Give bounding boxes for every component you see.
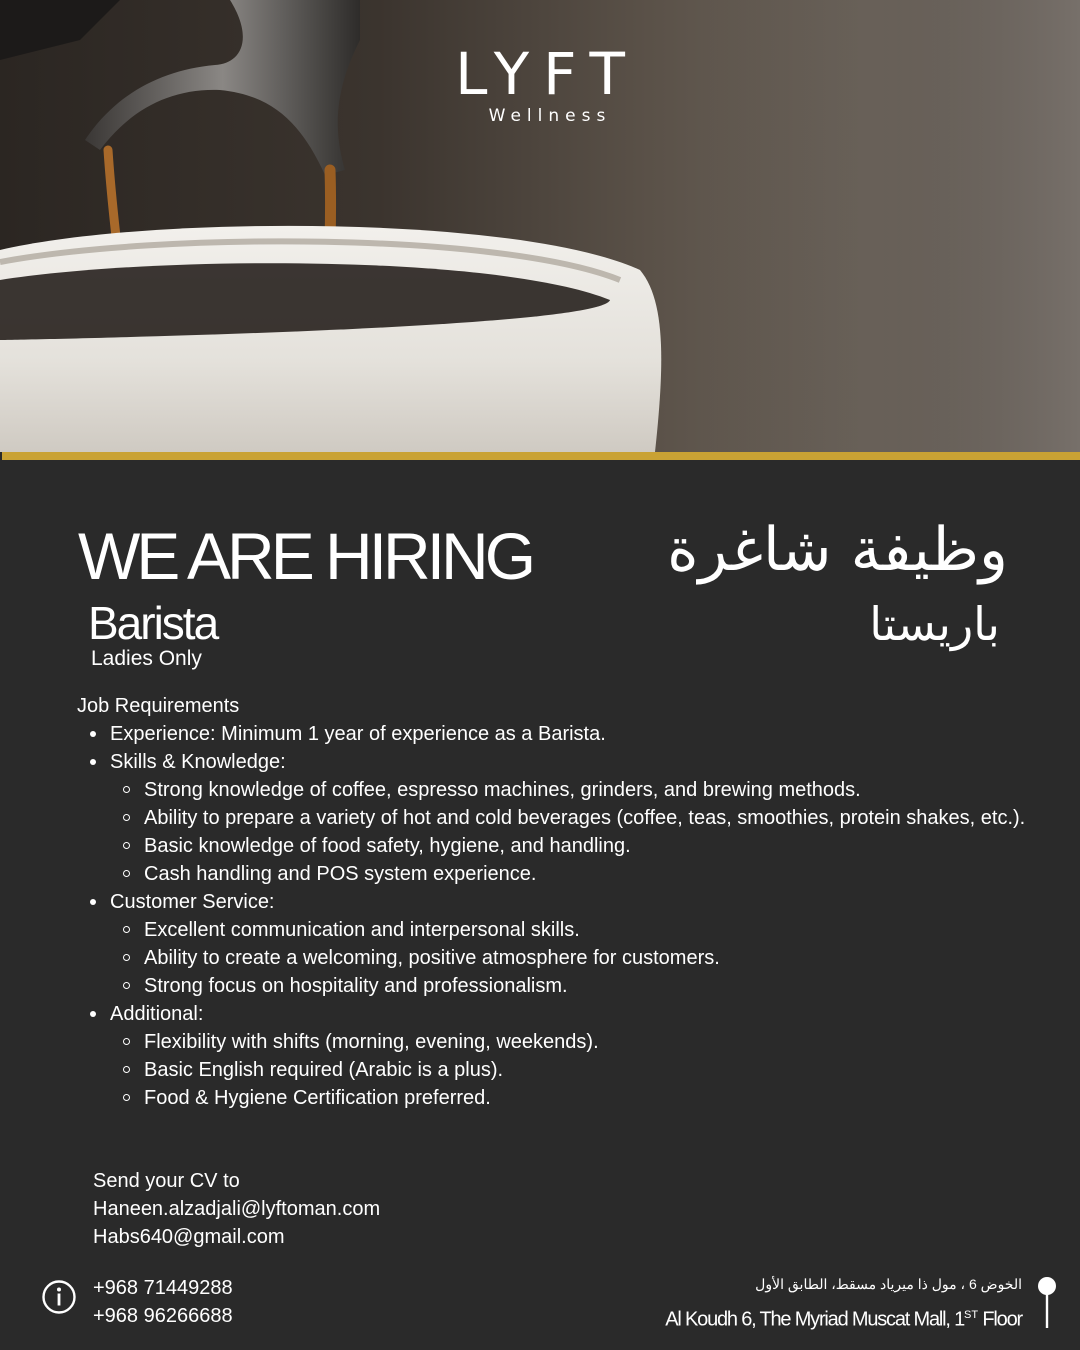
requirement-sublist	[110, 916, 1077, 1000]
cv-label: Send your CV to	[93, 1170, 240, 1192]
sub-requirement: Excellent communication and interpersonal skills.	[110, 916, 1077, 944]
requirements-list	[77, 720, 1077, 1112]
address-english	[665, 1301, 1022, 1334]
arabic-role: باريستا	[869, 597, 1000, 651]
cv-block	[93, 1167, 380, 1251]
address-floor-suffix: ST	[964, 1309, 979, 1321]
requirement-item	[77, 748, 1077, 888]
info-icon	[42, 1280, 76, 1314]
phone-block	[93, 1274, 233, 1330]
sub-requirement: Food & Hygiene Certification preferred.	[110, 1084, 1077, 1112]
logo-wordmark: LYFT	[455, 40, 639, 108]
requirement-label: Experience: Minimum 1 year of experience as a Barista.	[110, 723, 606, 745]
role-title: Barista	[88, 597, 218, 649]
audience-note: Ladies Only	[91, 647, 202, 670]
email-link[interactable]: Habs640@gmail.com	[93, 1226, 285, 1248]
sub-requirement: Ability to prepare a variety of hot and cold beverages (coffee, teas, smoothies, protein shakes, etc.).	[110, 804, 1077, 832]
sub-requirement: Strong focus on hospitality and professionalism.	[110, 972, 1077, 1000]
sub-requirement: Strong knowledge of coffee, espresso machines, grinders, and brewing methods.	[110, 776, 1077, 804]
sub-requirement: Cash handling and POS system experience.	[110, 860, 1077, 888]
location-pin-icon	[1036, 1276, 1058, 1330]
phone-number[interactable]: +968 71449288	[93, 1277, 233, 1299]
phone-number[interactable]: +968 96266688	[93, 1305, 233, 1327]
address-main: Al Koudh 6, The Myriad Muscat Mall, 1	[665, 1308, 964, 1331]
requirement-item	[77, 1000, 1077, 1112]
address-floor: Floor	[978, 1308, 1022, 1331]
requirements-title: Job Requirements	[77, 695, 240, 717]
email-link[interactable]: Haneen.alzadjali@lyftoman.com	[93, 1198, 381, 1220]
requirement-label: Skills & Knowledge:	[110, 751, 286, 773]
requirement-item	[77, 720, 1077, 748]
requirement-sublist	[110, 776, 1077, 888]
sub-requirement: Basic knowledge of food safety, hygiene, and handling.	[110, 832, 1077, 860]
requirement-label: Additional:	[110, 1003, 204, 1025]
sub-requirement: Basic English required (Arabic is a plus).	[110, 1056, 1077, 1084]
sub-requirement: Ability to create a welcoming, positive atmosphere for customers.	[110, 944, 1077, 972]
logo-tagline: Wellness	[488, 106, 612, 126]
address-arabic: الخوض 6 ، مول ذا ميرياد مسقط، الطابق الأول	[755, 1276, 1022, 1292]
headline: WE ARE HIRING	[78, 519, 533, 593]
sub-requirement: Flexibility with shifts (morning, evening, weekends).	[110, 1028, 1077, 1056]
requirement-sublist	[110, 1028, 1077, 1112]
hero-photo	[0, 0, 1080, 452]
gold-divider	[2, 452, 1080, 460]
requirement-item	[77, 888, 1077, 1000]
requirement-label: Customer Service:	[110, 891, 275, 913]
brand-logo	[0, 40, 1080, 126]
arabic-headline: وظيفة شاغرة	[667, 515, 1008, 585]
